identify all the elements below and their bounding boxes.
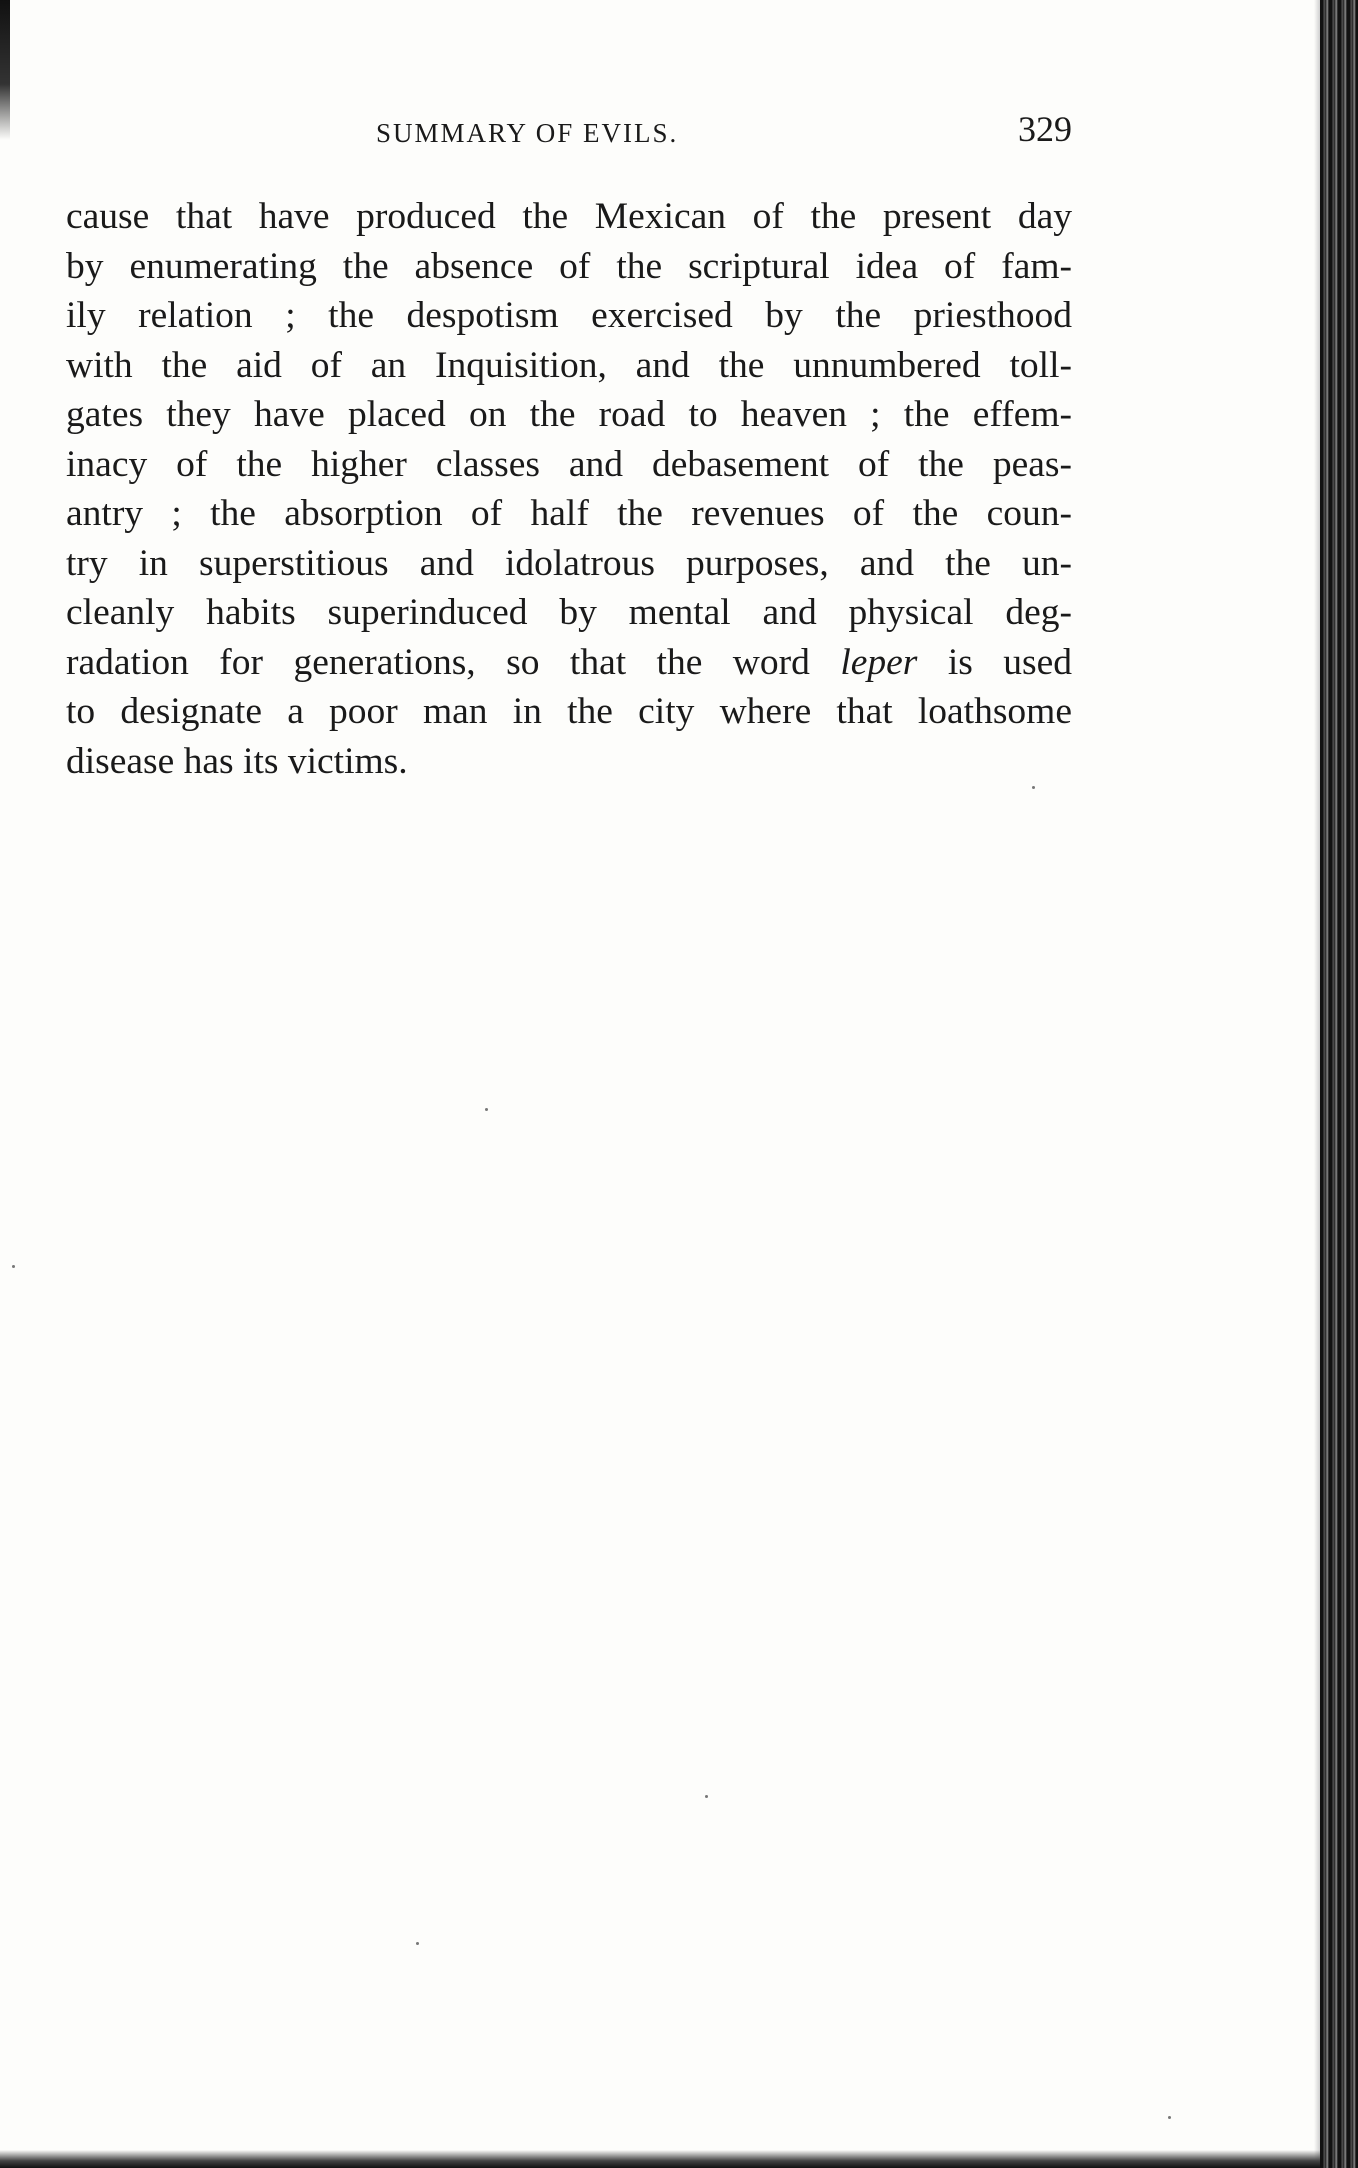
text-line: cause that have produced the Mexican of the present day: [66, 196, 1072, 237]
scan-bottom-edge: [0, 2150, 1320, 2168]
text-line: antry ; the absorption of half the revenues of the coun-: [66, 493, 1072, 534]
scan-speck: [1168, 2116, 1171, 2119]
running-head: SUMMARY OF EVILS.: [376, 118, 679, 148]
text-line: inacy of the higher classes and debasement of the peas-: [66, 443, 1072, 485]
text-line-with-italic: [66, 638, 1072, 688]
scan-speck: [416, 1942, 419, 1945]
binding-edge: [1320, 0, 1358, 2168]
scan-speck: [485, 1108, 488, 1111]
scan-speck: [12, 1265, 15, 1268]
scan-speck: [705, 1795, 708, 1798]
text-segment: radation for generations, so that the word: [66, 641, 810, 683]
text-line: to designate a poor man in the city where that loathsome: [66, 691, 1072, 732]
text-line: ily relation ; the despotism exercised by the priesthood: [66, 295, 1072, 336]
page-header: [66, 108, 1072, 158]
scan-left-edge: [0, 0, 10, 140]
text-line: with the aid of an Inquisition, and the unnumbered toll-: [66, 344, 1072, 386]
scan-speck: [1032, 786, 1035, 789]
italic-word: leper: [840, 641, 918, 683]
text-line-last: disease has its victims.: [66, 740, 408, 782]
text-line: gates they have placed on the road to heaven ; the effem-: [66, 394, 1072, 435]
body-paragraph: [66, 192, 1072, 786]
text-line: by enumerating the absence of the scriptural idea of fam-: [66, 245, 1072, 287]
text-segment: is used: [947, 641, 1073, 683]
text-line: try in superstitious and idolatrous purposes, and the un-: [66, 542, 1072, 584]
page-number: 329: [1018, 109, 1072, 149]
text-line: cleanly habits superinduced by mental and physical deg-: [66, 592, 1072, 633]
